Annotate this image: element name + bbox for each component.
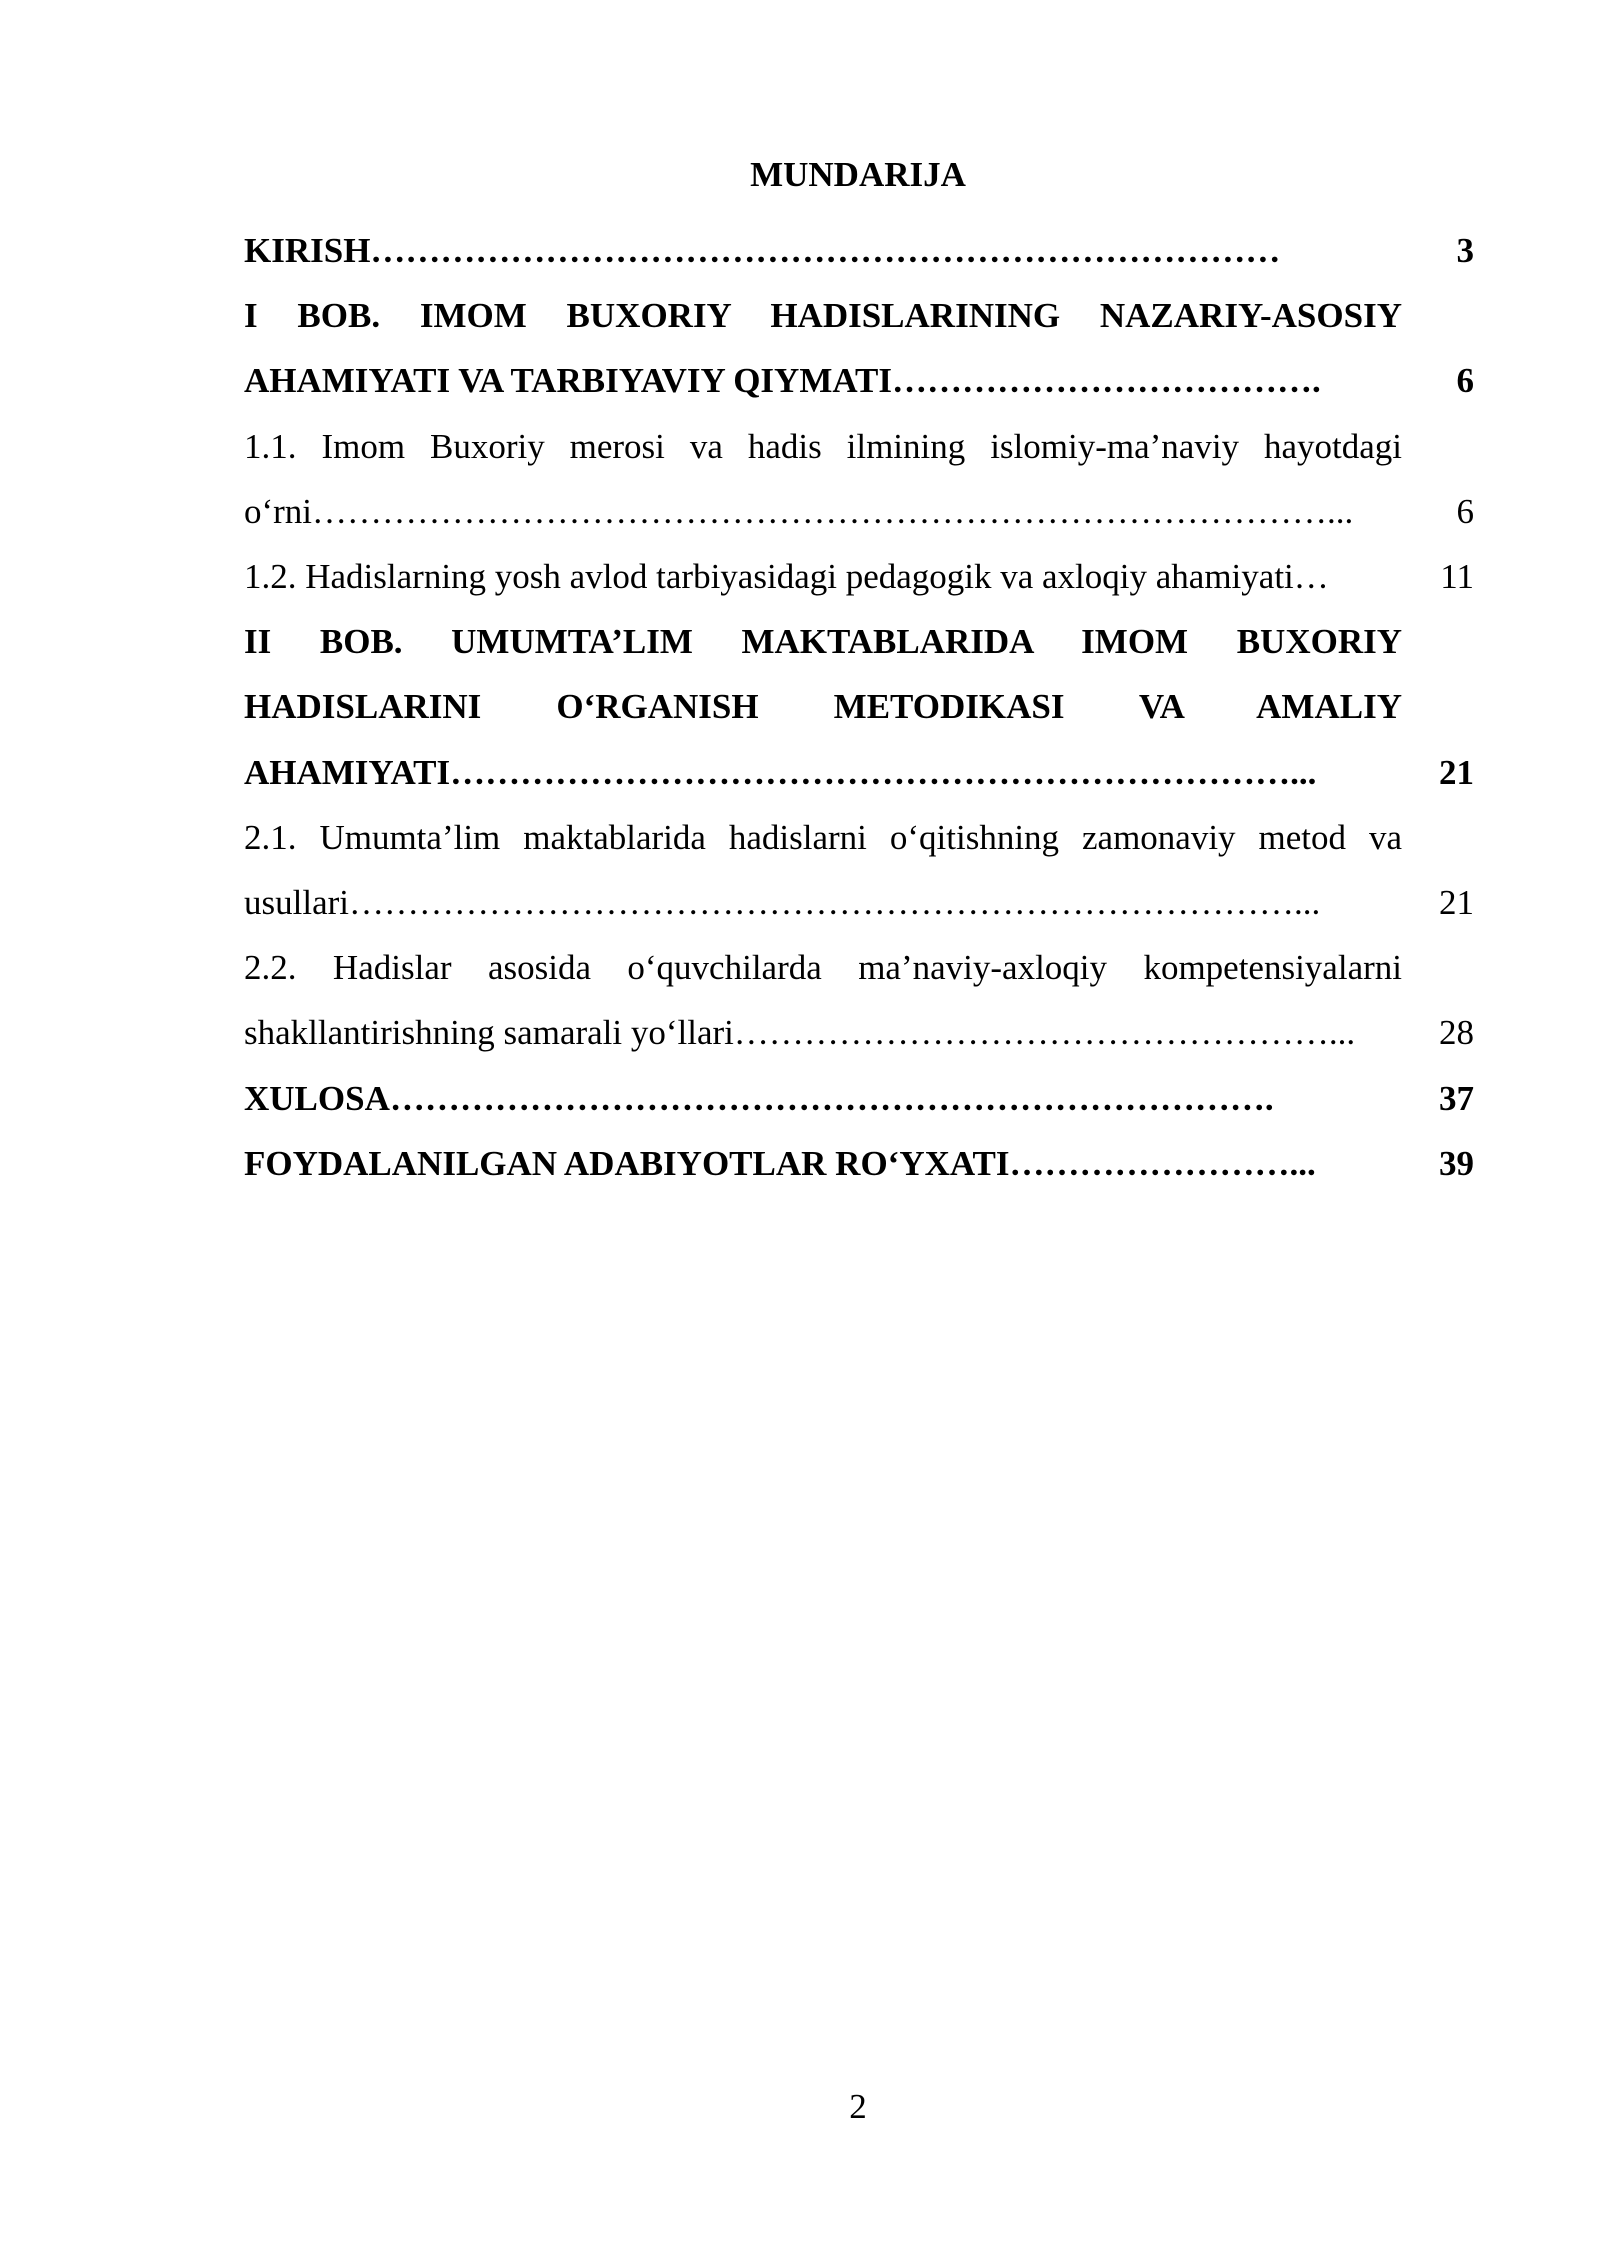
toc-entry-references [244,1131,1474,1196]
toc-entry-page: 21 [1439,752,1474,792]
toc-entry-text: 1.1. Imom Buxoriy merosi va hadis ilmining islomiy-ma’naviy hayotdagi o‘rni……………………………………………………………………………... [244,426,1402,531]
table-of-contents [244,218,1474,1196]
toc-entry-page: 37 [1439,1078,1474,1118]
toc-entry-section-1-2 [244,544,1474,609]
toc-entry-page: 28 [1439,1013,1474,1053]
toc-entry-page: 3 [1456,231,1474,270]
toc-entry-page: 6 [1456,491,1474,531]
toc-entry-text: 1.2. Hadislarning yosh avlod tarbiyasidagi pedagogik va axloqiy ahamiyati… [244,557,1329,597]
toc-entry-text: II BOB. UMUMTA’LIM MAKTABLARIDA IMOM BUXORIY HADISLARINI O‘RGANISH METODIKASI VA AMALIY AHAMIYATI………………………………………………………………... [244,622,1402,792]
toc-entry-page: 11 [1440,557,1474,597]
toc-entry-kirish [244,218,1474,283]
toc-entry-page: 39 [1439,1143,1474,1183]
toc-entry-section-1-1 [244,414,1474,544]
toc-entry-text: 2.2. Hadislar asosida o‘quvchilarda ma’naviy-axloqiy kompetensiyalarni shakllantirishning samarali yo‘llari……………………………………………... [244,948,1402,1053]
toc-title: MUNDARIJA [750,155,966,194]
toc-entry-chapter-1 [244,283,1474,413]
toc-entry-section-2-2 [244,935,1474,1065]
toc-entry-text: 2.1. Umumta’lim maktablarida hadislarni o‘qitishning zamonaviy metod va usullari………………………………………………………………………... [244,817,1402,923]
toc-entry-text: I BOB. IMOM BUXORIY HADISLARINING NAZARIY-ASOSIY AHAMIYATI VA TARBIYAVIY QIYMATI………………………………. [244,296,1402,401]
page-number: 2 [849,2087,867,2126]
toc-entry-section-2-1 [244,805,1474,935]
toc-entry-xulosa [244,1066,1474,1131]
toc-entry-text: KIRISH…………………………………………………………………… [244,231,1281,270]
toc-entry-page: 21 [1439,883,1474,923]
toc-entry-text: XULOSA…………………………………………………………………. [244,1078,1274,1118]
toc-entry-text: FOYDALANILGAN ADABIYOTLAR RO‘YXATI……………………... [244,1143,1316,1183]
toc-entry-page: 6 [1456,361,1474,401]
toc-entry-chapter-2 [244,609,1474,805]
